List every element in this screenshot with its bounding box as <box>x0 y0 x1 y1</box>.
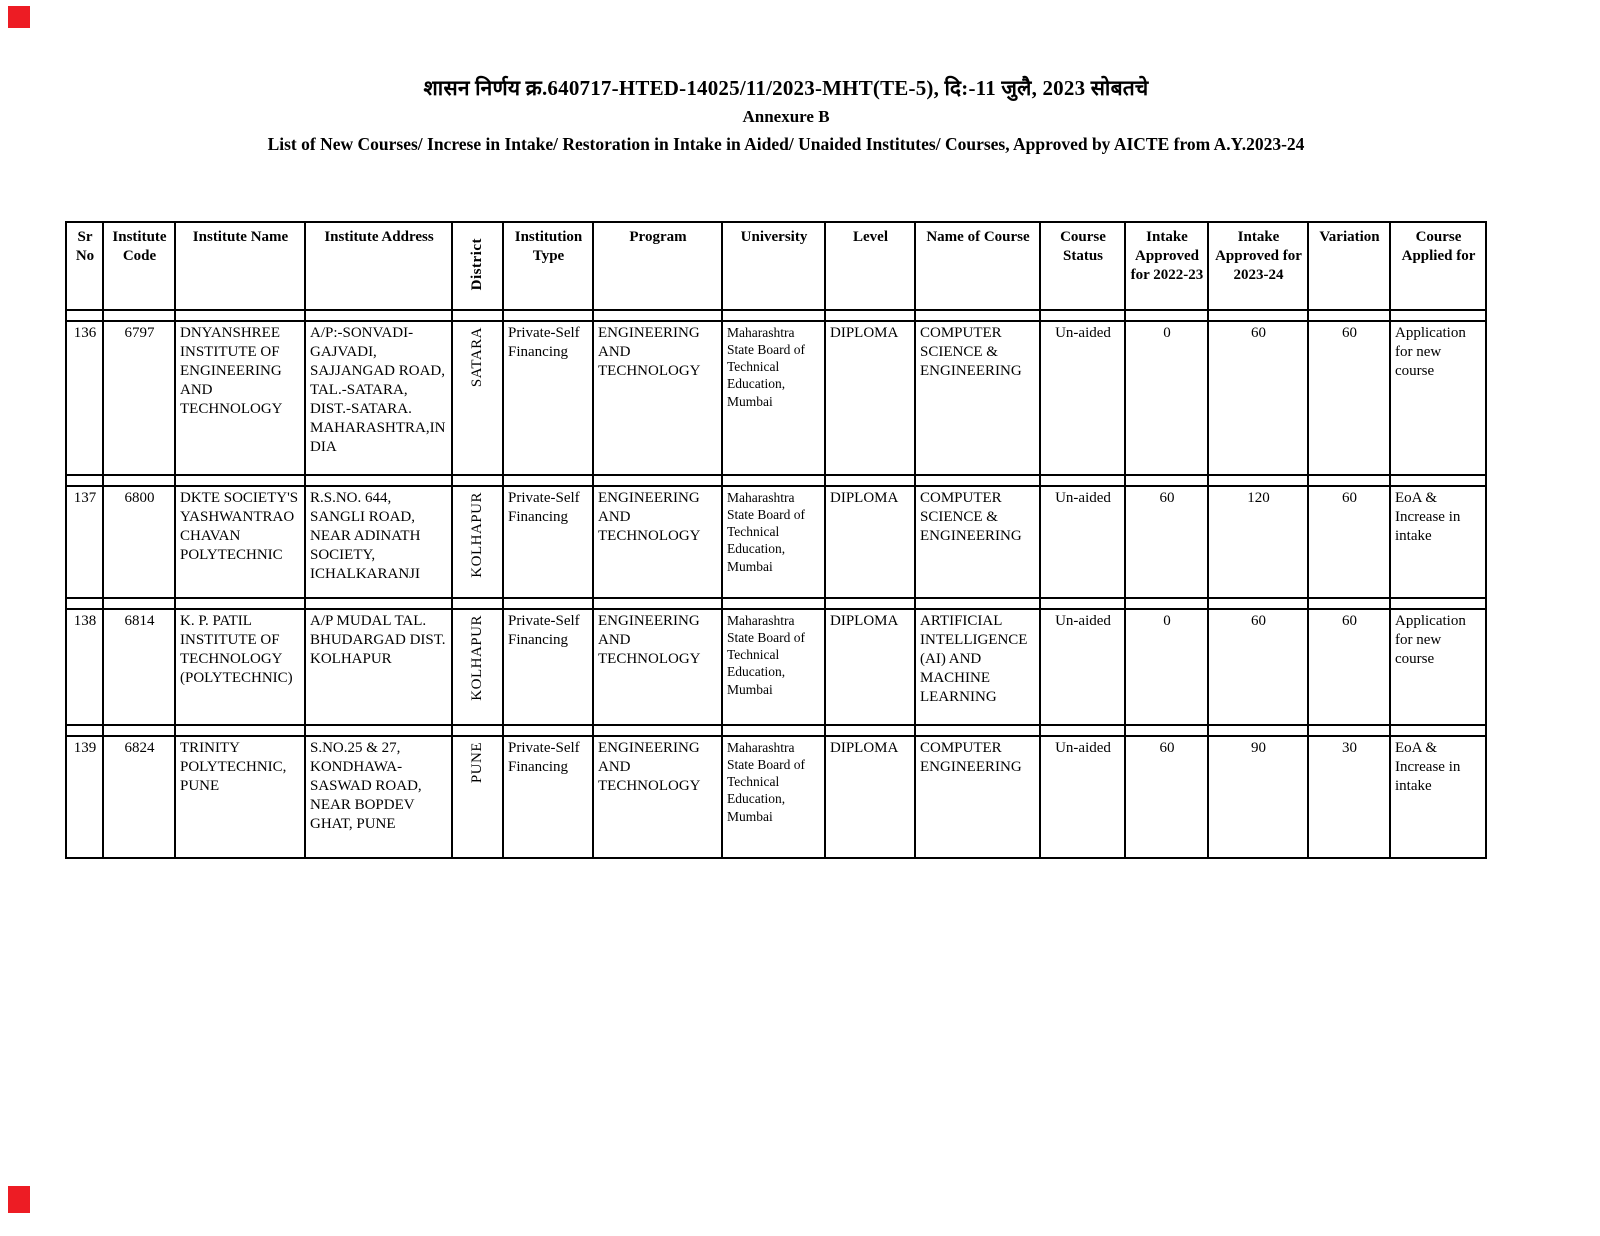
cell-institute_code: 6800 <box>103 486 175 598</box>
header-row <box>66 222 1486 310</box>
cell-university: Maharashtra State Board of Technical Education, Mumbai <box>722 321 825 475</box>
cell-institution_type: Private-Self Financing <box>503 609 593 725</box>
column-header-institute_name: Institute Name <box>175 222 305 310</box>
cell-university: Maharashtra State Board of Technical Education, Mumbai <box>722 736 825 858</box>
cell-institute_code: 6824 <box>103 736 175 858</box>
cell-course_applied_for: Application for new course <box>1390 321 1486 475</box>
cell-variation: 60 <box>1308 321 1390 475</box>
cell-level: DIPLOMA <box>825 736 915 858</box>
column-header-university: University <box>722 222 825 310</box>
cell-institute_name: DNYANSHREE INSTITUTE OF ENGINEERING AND TECHNOLOGY <box>175 321 305 475</box>
column-header-program: Program <box>593 222 722 310</box>
cell-institution_type: Private-Self Financing <box>503 486 593 598</box>
red-scan-mark-bottom-left <box>8 1186 30 1213</box>
cell-institute_address: R.S.NO. 644, SANGLI ROAD, NEAR ADINATH SOCIETY, ICHALKARANJI <box>305 486 452 598</box>
cell-institute_name: K. P. PATIL INSTITUTE OF TECHNOLOGY (POLYTECHNIC) <box>175 609 305 725</box>
cell-university: Maharashtra State Board of Technical Education, Mumbai <box>722 486 825 598</box>
column-header-sr_no: Sr No <box>66 222 103 310</box>
column-header-name_of_course: Name of Course <box>915 222 1040 310</box>
cell-name_of_course: COMPUTER ENGINEERING <box>915 736 1040 858</box>
cell-intake_2022_23: 0 <box>1125 609 1208 725</box>
district-vertical-text: KOLHAPUR <box>469 615 486 701</box>
cell-name_of_course: COMPUTER SCIENCE & ENGINEERING <box>915 321 1040 475</box>
gr-reference-title: शासन निर्णय क्र.640717-HTED-14025/11/2023-MHT(TE-5), दि:-11 जुलै, 2023 सोबतचे <box>423 76 1149 100</box>
column-header-intake_2022_23: Intake Approved for 2022-23 <box>1125 222 1208 310</box>
cell-variation: 30 <box>1308 736 1390 858</box>
cell-institute_address: S.NO.25 & 27, KONDHAWA-SASWAD ROAD, NEAR BOPDEV GHAT, PUNE <box>305 736 452 858</box>
cell-course_applied_for: EoA & Increase in intake <box>1390 486 1486 598</box>
cell-intake_2023_24: 60 <box>1208 321 1308 475</box>
cell-district <box>452 736 503 858</box>
column-header-district <box>452 222 503 310</box>
column-header-variation: Variation <box>1308 222 1390 310</box>
column-header-intake_2023_24: Intake Approved for 2023-24 <box>1208 222 1308 310</box>
red-scan-mark-top-left <box>8 6 30 28</box>
column-header-institute_address: Institute Address <box>305 222 452 310</box>
row-spacer <box>66 598 1486 609</box>
table-row <box>66 609 1486 725</box>
cell-institution_type: Private-Self Financing <box>503 321 593 475</box>
cell-sr_no: 138 <box>66 609 103 725</box>
cell-intake_2022_23: 60 <box>1125 486 1208 598</box>
cell-intake_2022_23: 60 <box>1125 736 1208 858</box>
cell-program: ENGINEERING AND TECHNOLOGY <box>593 486 722 598</box>
annexure-label: Annexure B <box>742 107 830 126</box>
column-header-level: Level <box>825 222 915 310</box>
district-header-vertical-text: District <box>469 238 486 291</box>
cell-sr_no: 137 <box>66 486 103 598</box>
cell-institute_name: TRINITY POLYTECHNIC, PUNE <box>175 736 305 858</box>
cell-course_applied_for: Application for new course <box>1390 609 1486 725</box>
cell-program: ENGINEERING AND TECHNOLOGY <box>593 736 722 858</box>
cell-program: ENGINEERING AND TECHNOLOGY <box>593 321 722 475</box>
cell-district <box>452 609 503 725</box>
table-body <box>66 310 1486 858</box>
cell-variation: 60 <box>1308 609 1390 725</box>
cell-course_status: Un-aided <box>1040 736 1125 858</box>
column-header-institute_code: InstituteCode <box>103 222 175 310</box>
cell-sr_no: 136 <box>66 321 103 475</box>
row-spacer <box>66 725 1486 736</box>
column-header-course_applied_for: Course Applied for <box>1390 222 1486 310</box>
cell-university: Maharashtra State Board of Technical Education, Mumbai <box>722 609 825 725</box>
column-header-course_status: Course Status <box>1040 222 1125 310</box>
cell-course_status: Un-aided <box>1040 486 1125 598</box>
row-spacer <box>66 310 1486 321</box>
cell-institute_code: 6814 <box>103 609 175 725</box>
cell-program: ENGINEERING AND TECHNOLOGY <box>593 609 722 725</box>
courses-table <box>65 221 1487 859</box>
table-row <box>66 486 1486 598</box>
list-title: List of New Courses/ Increse in Intake/ Restoration in Intake in Aided/ Unaided Institutes/ Courses, Approved by AICTE from A.Y.2023-24 <box>267 134 1305 154</box>
cell-district <box>452 486 503 598</box>
cell-institute_code: 6797 <box>103 321 175 475</box>
cell-district <box>452 321 503 475</box>
table-row <box>66 736 1486 858</box>
district-vertical-text: KOLHAPUR <box>469 492 486 578</box>
cell-institute_name: DKTE SOCIETY'S YASHWANTRAO CHAVAN POLYTECHNIC <box>175 486 305 598</box>
district-vertical-text: PUNE <box>469 742 486 784</box>
column-header-institution_type: Institution Type <box>503 222 593 310</box>
cell-institute_address: A/P MUDAL TAL. BHUDARGAD DIST. KOLHAPUR <box>305 609 452 725</box>
cell-course_applied_for: EoA & Increase in intake <box>1390 736 1486 858</box>
cell-institute_address: A/P:-SONVADI-GAJVADI, SAJJANGAD ROAD, TAL.-SATARA, DIST.-SATARA. MAHARASHTRA,INDIA <box>305 321 452 475</box>
cell-sr_no: 139 <box>66 736 103 858</box>
cell-intake_2023_24: 120 <box>1208 486 1308 598</box>
courses-table-container <box>65 221 1485 859</box>
district-vertical-text: SATARA <box>469 327 486 388</box>
table-row <box>66 321 1486 475</box>
cell-name_of_course: ARTIFICIAL INTELLIGENCE (AI) AND MACHINE LEARNING <box>915 609 1040 725</box>
cell-course_status: Un-aided <box>1040 609 1125 725</box>
cell-name_of_course: COMPUTER SCIENCE & ENGINEERING <box>915 486 1040 598</box>
cell-level: DIPLOMA <box>825 321 915 475</box>
table-head <box>66 222 1486 310</box>
cell-institution_type: Private-Self Financing <box>503 736 593 858</box>
cell-course_status: Un-aided <box>1040 321 1125 475</box>
cell-intake_2022_23: 0 <box>1125 321 1208 475</box>
cell-intake_2023_24: 60 <box>1208 609 1308 725</box>
cell-level: DIPLOMA <box>825 486 915 598</box>
cell-level: DIPLOMA <box>825 609 915 725</box>
document-header <box>16 74 1556 155</box>
row-spacer <box>66 475 1486 486</box>
cell-intake_2023_24: 90 <box>1208 736 1308 858</box>
cell-variation: 60 <box>1308 486 1390 598</box>
